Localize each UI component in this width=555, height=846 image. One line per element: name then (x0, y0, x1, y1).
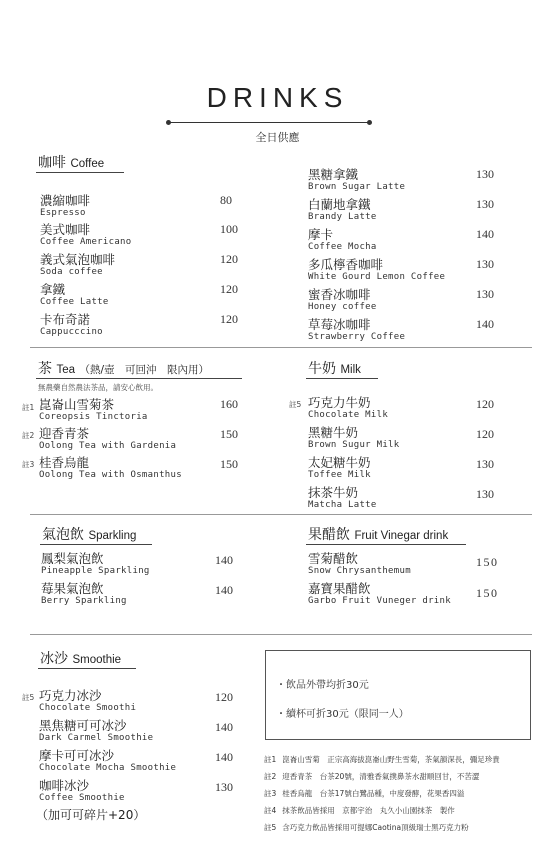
footnote (264, 822, 469, 833)
item-name-zh: 太妃糖牛奶 (308, 455, 371, 470)
menu-item (308, 551, 411, 577)
footnote-marker: 註1 (22, 403, 35, 412)
menu-item (40, 312, 103, 338)
item-name-en: Cappucccino (40, 327, 103, 337)
smoothie-heading-en: Smoothie (72, 654, 122, 666)
smoothie-heading (40, 648, 121, 668)
milk-heading-zh: 牛奶 (308, 361, 336, 377)
footnote (264, 805, 455, 816)
discount-box (265, 650, 531, 740)
item-name-zh: 崑崙山雪菊茶 (39, 397, 115, 412)
item-price: 140 (215, 583, 233, 597)
tea-organic-note: 無農藥自然農法茶品，請安心飲用。 (38, 383, 158, 392)
footnote-text: 桂香烏龍 台茶17號白鷺品種，中度發酵，花果香四溢 (282, 789, 465, 798)
section-divider (30, 634, 532, 635)
section-divider (30, 347, 532, 348)
footnote-marker: 註2 (22, 431, 35, 440)
footnote-marker: 註5 (22, 693, 35, 702)
item-price: 130 (476, 167, 494, 181)
menu-item (308, 455, 371, 481)
footnote-text: 迎香青茶 台茶20號，清雅香氣撲鼻茶水甜順回甘，不苦澀 (282, 772, 480, 781)
menu-item (40, 193, 90, 219)
item-price: 120 (215, 690, 233, 704)
item-price: 130 (215, 780, 233, 794)
menu-item (308, 257, 445, 283)
menu-item (308, 485, 377, 511)
vinegar-heading-zh: 果醋飲 (308, 527, 350, 543)
takeaway-discount: ・飲品外帶均折30元 (276, 680, 369, 691)
footnote-key: 註5 (264, 823, 277, 832)
tea-heading-rule (36, 378, 242, 379)
item-name-en: Coffee Smoothie (39, 793, 125, 803)
refill-discount: ・續杯可折30元（限同一人） (276, 709, 409, 720)
item-name-en: Garbo Fruit Vuneger drink (308, 596, 451, 606)
section-divider (30, 514, 532, 515)
item-name-en: Coffee Americano (40, 237, 132, 247)
menu-item (308, 581, 451, 607)
menu-item (308, 317, 405, 343)
item-name-zh: 巧克力冰沙 (39, 688, 102, 703)
milk-heading (308, 358, 361, 378)
item-price: 80 (220, 193, 232, 207)
sparkling-heading (42, 524, 136, 544)
footnote-marker: 註3 (22, 460, 35, 469)
coffee-heading-rule (36, 172, 124, 173)
item-name-en: Chocolate Milk (308, 410, 389, 420)
item-price: 140 (215, 553, 233, 567)
item-name-zh: 草莓冰咖啡 (308, 317, 371, 332)
footnote-key: 註2 (264, 772, 277, 781)
menu-item (41, 581, 127, 607)
item-name-zh: 莓果氣泡飲 (41, 581, 104, 596)
footnote-text: 含巧克力飲品皆採用可提娜Caotina頂級瑞士黑巧克力粉 (282, 823, 469, 832)
smoothie-addon-note: （加可可碎片+20） (36, 808, 146, 822)
menu-item (308, 227, 377, 253)
footnote (264, 771, 479, 782)
item-name-en: Toffee Milk (308, 470, 371, 480)
item-name-en: Soda coffee (40, 267, 103, 277)
item-name-zh: 濃縮咖啡 (40, 193, 91, 208)
menu-item (308, 167, 405, 193)
item-name-zh: 黑糖牛奶 (308, 425, 359, 440)
item-name-zh: 雪菊醋飲 (308, 551, 359, 566)
tea-heading-note: （熱/壺 可回沖 限內用） (79, 364, 209, 376)
coffee-heading-zh: 咖啡 (38, 155, 66, 171)
item-price: 130 (476, 257, 494, 271)
menu-subtitle: 全日供應 (255, 131, 300, 144)
vinegar-heading-en: Fruit Vinegar drink (354, 530, 449, 542)
menu-item (39, 748, 176, 774)
item-price: 120 (476, 427, 494, 441)
footnote-marker: 註5 (289, 400, 302, 409)
item-price: 140 (215, 720, 233, 734)
item-name-en: Oolong Tea with Gardenia (39, 441, 177, 451)
milk-heading-rule (306, 378, 378, 379)
item-name-zh: 黑焦糖可可冰沙 (39, 718, 127, 733)
item-price: 140 (476, 227, 494, 241)
sparkling-heading-en: Sparkling (88, 530, 137, 542)
item-price: 140 (215, 750, 233, 764)
menu-item (40, 222, 132, 248)
item-name-en: Snow Chrysanthemum (308, 566, 411, 576)
coffee-heading (38, 152, 104, 172)
item-price: 130 (476, 287, 494, 301)
footnote-text: 抹茶飲品皆採用 京都宇治 丸久小山園抹茶 製作 (282, 806, 455, 815)
vinegar-heading (308, 524, 448, 544)
item-price: 150 (220, 427, 238, 441)
item-price: 120 (220, 252, 238, 266)
item-price: 150 (220, 457, 238, 471)
menu-item (39, 426, 176, 452)
item-name-zh: 抹茶牛奶 (308, 485, 359, 500)
item-name-zh: 卡布奇諾 (40, 312, 91, 327)
item-price: 100 (220, 222, 238, 236)
item-name-en: Coreopsis Tinctoria (39, 412, 148, 422)
tea-heading-zh: 茶 (38, 361, 52, 377)
item-name-en: Coffee Mocha (308, 242, 377, 252)
menu-item (39, 455, 182, 481)
footnote-key: 註1 (264, 755, 277, 764)
item-name-en: Oolong Tea with Osmanthus (39, 470, 182, 480)
item-name-en: Coffee Latte (40, 297, 109, 307)
item-name-zh: 蜜香冰咖啡 (308, 287, 371, 302)
item-name-zh: 拿鐵 (40, 282, 66, 297)
item-name-en: White Gourd Lemon Coffee (308, 272, 446, 282)
item-name-zh: 摩卡可可冰沙 (39, 748, 115, 763)
item-name-en: Espresso (40, 208, 86, 218)
item-price: 150 (476, 555, 499, 569)
item-name-en: Honey coffee (308, 302, 377, 312)
item-name-zh: 鳳梨氣泡飲 (41, 551, 104, 566)
item-name-zh: 嘉寶果醋飲 (308, 581, 371, 596)
item-name-en: Chocolate Smoothi (39, 703, 137, 713)
item-price: 130 (476, 457, 494, 471)
item-name-en: Berry Sparkling (41, 596, 127, 606)
menu-item (308, 287, 377, 313)
item-price: 160 (220, 397, 238, 411)
item-name-zh: 美式咖啡 (40, 222, 91, 237)
menu-item (40, 282, 109, 308)
footnote-key: 註4 (264, 806, 277, 815)
item-name-en: Dark Carmel Smoothie (39, 733, 154, 743)
vinegar-heading-rule (306, 544, 466, 545)
item-name-en: Strawberry Coffee (308, 332, 406, 342)
menu-item (39, 778, 125, 804)
sparkling-heading-rule (40, 544, 152, 545)
item-name-en: Brandy Latte (308, 212, 377, 222)
footnote (264, 788, 464, 799)
tea-heading (38, 358, 209, 378)
menu-item (308, 197, 377, 223)
item-name-zh: 多瓜檸香咖啡 (308, 257, 384, 272)
menu-item (308, 395, 388, 421)
item-name-zh: 黑糖拿鐵 (308, 167, 359, 182)
footnote-text: 崑崙山雪菊 正宗高海拔崑崙山野生雪菊，茶氣韻深長，彌足珍貴 (282, 755, 500, 764)
smoothie-heading-rule (38, 668, 136, 669)
menu-item (40, 252, 115, 278)
item-price: 120 (220, 312, 238, 326)
tea-heading-en: Tea (56, 364, 75, 376)
menu-item (39, 688, 136, 714)
coffee-heading-en: Coffee (70, 158, 105, 170)
menu-title: DRINKS (206, 82, 349, 113)
item-name-zh: 巧克力牛奶 (308, 395, 371, 410)
milk-heading-en: Milk (340, 364, 361, 376)
item-name-en: Brown Sugar Latte (308, 182, 406, 192)
item-name-en: Pineapple Sparkling (41, 566, 150, 576)
item-name-en: Matcha Latte (308, 500, 377, 510)
smoothie-heading-zh: 冰沙 (40, 651, 68, 667)
title-rule-dot-right (367, 120, 372, 125)
sparkling-heading-zh: 氣泡飲 (42, 527, 84, 543)
footnote-key: 註3 (264, 789, 277, 798)
item-price: 150 (476, 586, 499, 600)
item-price: 140 (476, 317, 494, 331)
item-price: 130 (476, 487, 494, 501)
item-name-zh: 義式氣泡咖啡 (40, 252, 116, 267)
item-name-zh: 桂香烏龍 (39, 455, 90, 470)
footnote (264, 754, 500, 765)
item-name-zh: 咖啡冰沙 (39, 778, 90, 793)
item-name-zh: 迎香青茶 (39, 426, 90, 441)
item-price: 120 (220, 282, 238, 296)
menu-item (41, 551, 150, 577)
item-name-zh: 摩卡 (308, 227, 334, 242)
item-price: 120 (476, 397, 494, 411)
menu-item (39, 718, 153, 744)
menu-item (308, 425, 400, 451)
title-rule (170, 122, 370, 123)
item-price: 130 (476, 197, 494, 211)
item-name-zh: 白蘭地拿鐵 (308, 197, 371, 212)
menu-item (39, 397, 148, 423)
item-name-en: Chocolate Mocha Smoothie (39, 763, 177, 773)
item-name-en: Brown Sugur Milk (308, 440, 400, 450)
